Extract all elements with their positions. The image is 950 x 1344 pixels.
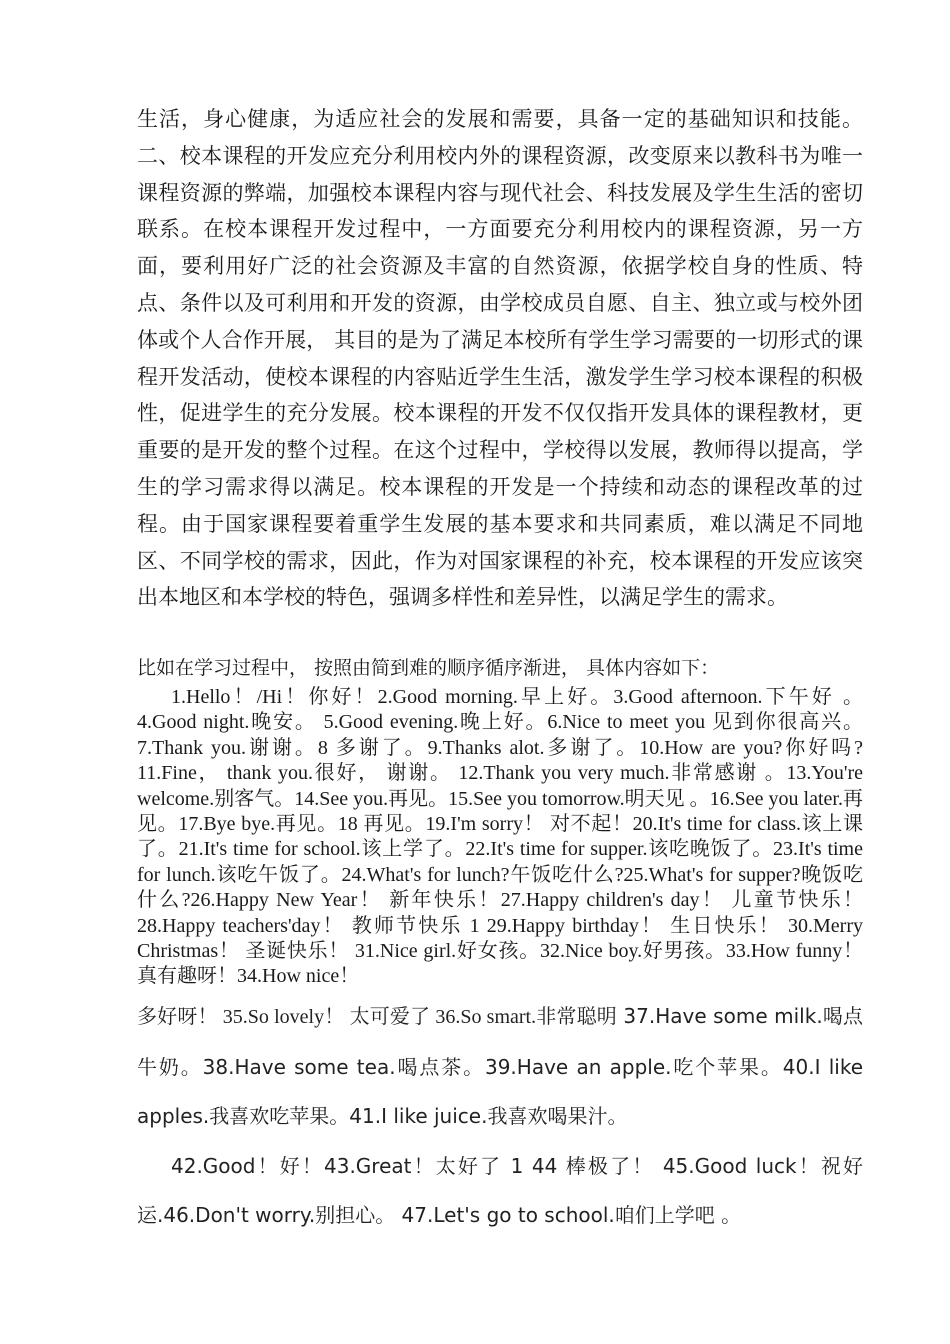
phrase-list: 1.Hello！/Hi！你好！2.Good morning.早上好。3.Good afternoon.下午好 。4.Good night.晚安。 5.Good evening.晚上好。6.Nice to meet you 见到你很高兴。7.Thank you.谢谢。8 多谢了。9.Thanks alot.多谢了。10.How are you?你好吗?11.Fine， thank you.很好， 谢谢。 12.Thank you very much.非常感谢 。13.You're welcome.别客气。14.See you.再见。15.See you tomorrow.明天见 。16.See you later.再见。17.Bye bye.再见。18 再见。19.I'm sorry！ 对不起！20.It's time for class.该上课了。21.It's time for school.该上学了。22.It's time for supper.该吃晚饭了。23.It's time for lunch.该吃午饭了。24.What's for lunch?午饭吃什么?25.What's for supper?晚饭吃什么?26.Happy New Year！ 新年快乐！27.Happy children's day！ 儿童节快乐！ 28.Happy teachers'day！ 教师节快乐 1 29.Happy birthday！ 生日快乐！ 30.Merry Christmas！ 圣诞快乐！ 31.Nice girl.好女孩。32.Nice boy.好男孩。33.How funny！真有趣呀！34.How nice！ xyxy=(137,686,863,988)
phrase-list-final: 42.Good！好！43.Great！太好了 1 44 棒极了！ 45.Good luck！祝好运.46.Don't worry.别担心。 47.Let's go to school.咱们上学吧 。 xyxy=(137,1153,863,1227)
phrase-list-continued-sans: 非常聪明 37.Have some milk.喝点牛奶。38.Have some tea.喝点茶。39.Have an apple.吃个苹果。40.I like apples.我喜欢吃苹果。41.I like juice.我喜欢喝果汁。 xyxy=(137,1004,863,1128)
phrase-list-continued-serif: 多好呀！ 35.So lovely！ 太可爱了 36.So smart. xyxy=(137,1006,537,1028)
body-paragraph: 生活，身心健康，为适应社会的发展和需要，具备一定的基础知识和技能。二、校本课程的开发应充分利用校内外的课程资源，改变原来以教科书为唯一课程资源的弊端，加强校本课程内容与现代社会、科技发展及学生生活的密切联系。在校本课程开发过程中，一方面要充分利用校内的课程资源，另一方面，要利用好广泛的社会资源及丰富的自然资源，依据学校自身的性质、特点、条件以及可利用和开发的资源，由学校成员自愿、自主、独立或与校外团体或个人合作开展， 其目的是为了满足本校所有学生学习需要的一切形式的课程开发活动，使校本课程的内容贴近学生生活，激发学生学习校本课程的积极性，促进学生的充分发展。校本课程的开发不仅仅指开发具体的课程教材，更重要的是开发的整个过程。在这个过程中，学校得以发展，教师得以提高，学生的学习需求得以满足。校本课程的开发是一个持续和动态的课程改革的过程。由于国家课程要着重学生发展的基本要求和共同素质，难以满足不同地区、不同学校的需求，因此，作为对国家课程的补充，校本课程的开发应该突出本地区和本学校的特色，强调多样性和差异性，以满足学生的需求。 xyxy=(137,107,863,610)
lead-sentence: 比如在学习过程中， 按照由简到难的顺序循序渐进， 具体内容如下： xyxy=(137,657,720,679)
phrase-list-continued xyxy=(137,992,863,1241)
